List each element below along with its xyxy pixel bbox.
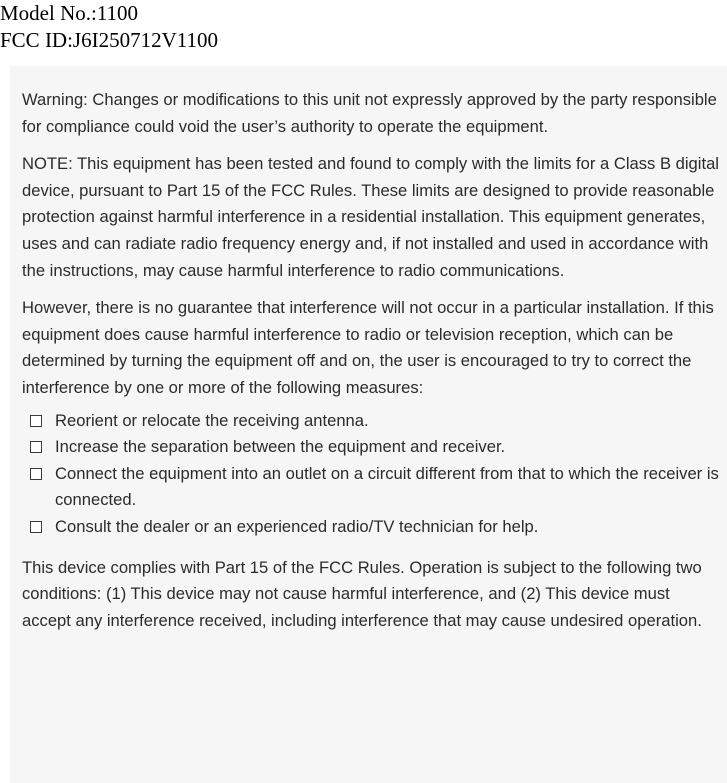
measure-text: Connect the equipment into an outlet on a circuit different from that to which the receiver is connected. (55, 463, 719, 510)
warning-paragraph: Warning: Changes or modifications to this unit not expressly approved by the party responsible for compliance could void the user’s authority to operate the equipment. (22, 90, 717, 136)
however-paragraph: However, there is no guarantee that interference will not occur in a particular installation. If this equipment does cause harmful interference to radio or television reception, which can be determined by turning the equipment off and on, the user is encouraged to try to correct the interference by one or more of the following measures: (22, 298, 714, 397)
compliance-paragraph: This device complies with Part 15 of the FCC Rules. Operation is subject to the following two conditions: (1) This device may not cause harmful interference, and (2) This device must accept any interference received, including interference that may cause undesired operation. (22, 557, 702, 630)
checkbox-icon (30, 441, 42, 453)
list-item (22, 514, 722, 541)
document-header (0, 0, 218, 54)
checkbox-icon (30, 468, 42, 480)
note-paragraph: NOTE: This equipment has been tested and found to comply with the limits for a Class B digital device, pursuant to Part 15 of the FCC Rules. These limits are designed to provide reasonable protection against harmful interference in a residential installation. This equipment generates, uses and can radiate radio frequency energy and, if not installed and used in accordance with the instructions, may cause harmful interference to radio communications. (22, 154, 719, 280)
measure-text: Increase the separation between the equipment and receiver. (55, 437, 506, 457)
list-item (22, 408, 722, 435)
checkbox-icon (30, 521, 42, 533)
list-item (22, 434, 722, 461)
list-item (22, 461, 722, 514)
model-number: Model No.:1100 (0, 1, 139, 25)
measure-text: Consult the dealer or an experienced radio/TV technician for help. (55, 516, 539, 536)
measures-list (22, 408, 722, 541)
fcc-statement-text (22, 87, 722, 645)
checkbox-icon (30, 415, 42, 427)
measure-text: Reorient or relocate the receiving antenna. (55, 410, 369, 430)
fcc-id: FCC ID:J6I250712V1100 (0, 28, 218, 52)
